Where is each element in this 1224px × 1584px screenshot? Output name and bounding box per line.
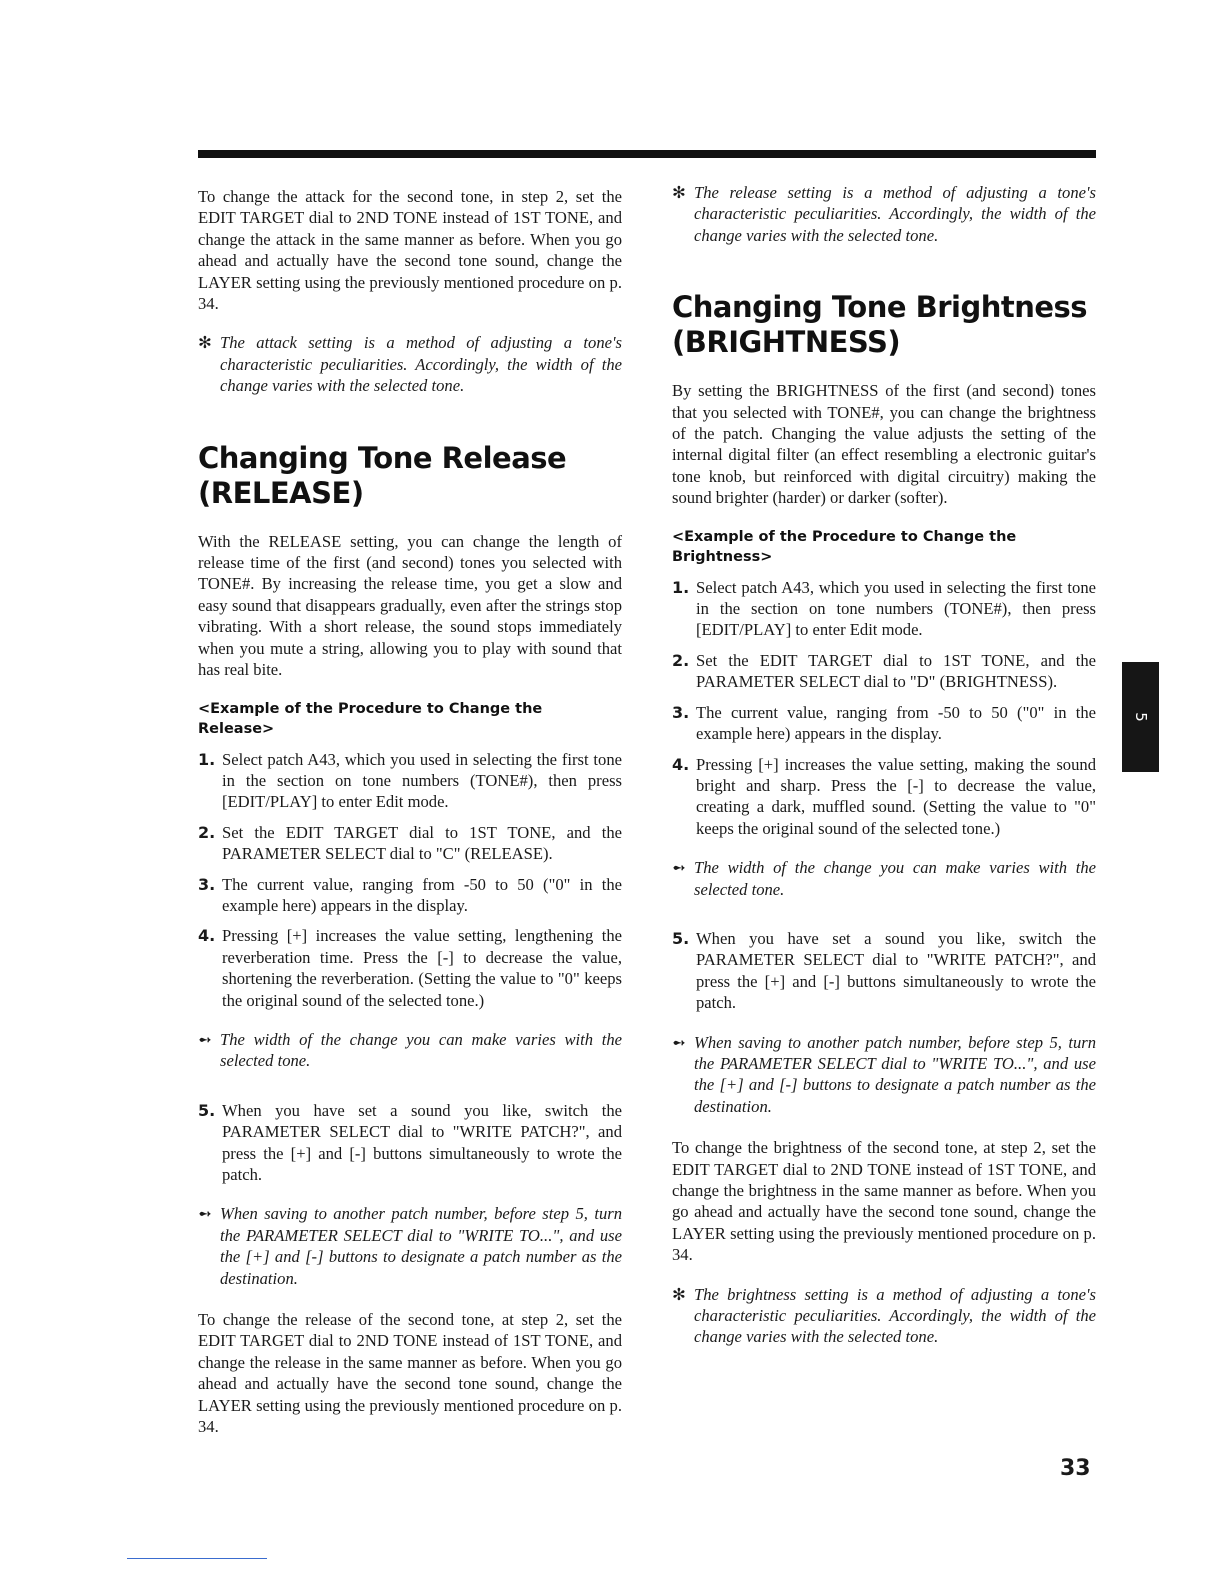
attack-note: [198, 332, 622, 396]
list-item: [672, 928, 1096, 1014]
step-number: 2.: [198, 822, 216, 842]
brightness-saving-note-text: When saving to another patch number, before step 5, turn the PARAMETER SELECT dial to "WRITE TO...", and use the [+] and [-] buttons to designate a patch number as the destination.: [694, 1032, 1096, 1116]
brightness-width-note-text: The width of the change you can make varies with the selected tone.: [694, 858, 1096, 899]
step-text: The current value, ranging from -50 to 50 ("0" in the example here) appears in the display.: [696, 702, 1096, 744]
step-text: Set the EDIT TARGET dial to 1ST TONE, and the PARAMETER SELECT dial to "C" (RELEASE).: [222, 822, 622, 864]
list-item: [198, 1100, 622, 1186]
attack-second-tone-paragraph: To change the attack for the second tone, in step 2, set the EDIT TARGET dial to 2ND TONE instead of 1ST TONE, and change the attack in the same manner as before. When you go ahead and actually have the second tone sound, change the LAYER setting using the previously mentioned procedure on p. 34.: [198, 187, 622, 314]
step-number: 4.: [672, 754, 690, 774]
release-heading: Changing Tone Release (RELEASE): [198, 440, 567, 510]
chapter-tab-label: 5: [1131, 712, 1150, 722]
list-item: [198, 822, 622, 865]
release-note: [672, 182, 1096, 246]
release-saving-note: [198, 1203, 622, 1289]
footer-line: [127, 1558, 267, 1559]
left-column: [198, 186, 622, 1451]
arrow-icon: ➻: [672, 1032, 686, 1052]
chapter-tab: [1122, 662, 1159, 772]
brightness-heading: Changing Tone Brightness (BRIGHTNESS): [672, 290, 1088, 360]
list-item: [198, 874, 622, 917]
release-width-note-text: The width of the change you can make varies with the selected tone.: [220, 1029, 622, 1071]
brightness-example-subheading: <Example of the Procedure to Change the Brightness>: [672, 528, 1017, 565]
step-number: 3.: [198, 874, 216, 894]
list-item: [198, 925, 622, 1011]
brightness-note: [672, 1284, 1096, 1348]
brightness-note-text: The brightness setting is a method of adjusting a tone's characteristic peculiarities. Accordingly, the width of the change varies with the selected tone.: [694, 1284, 1096, 1347]
step-number: 1.: [198, 749, 216, 769]
arrow-icon: ➻: [198, 1204, 212, 1224]
release-intro-paragraph: With the RELEASE setting, you can change the length of release time of the first (and second) tones you selected with TONE#. By increasing the release time, you get a slow and easy sound that disappears gradually, even after the strings stop vibrating. With a short release, the sound stops immediately when you mute a string, allowing you to play with sound that has real bite.: [198, 531, 622, 680]
arrow-icon: ➻: [672, 858, 686, 878]
step-text: The current value, ranging from -50 to 50 ("0" in the example here) appears in the display.: [222, 874, 622, 915]
list-item: [672, 650, 1096, 693]
brightness-second-tone-paragraph: To change the brightness of the second tone, at step 2, set the EDIT TARGET dial to 2ND TONE instead of 1ST TONE, and change the brightness in the same manner as before. When you go ahead and actually have the second tone sound, change the LAYER setting using the previously mentioned procedure on p. 34.: [672, 1138, 1096, 1265]
step-text: Select patch A43, which you used in selecting the first tone in the section on tone numbers (TONE#), then press [EDIT/PLAY] to enter Edit mode.: [222, 749, 622, 812]
arrow-icon: ➻: [198, 1029, 212, 1049]
step-number: 1.: [672, 577, 690, 597]
release-second-tone-paragraph: To change the release of the second tone, at step 2, set the EDIT TARGET dial to 2ND TONE instead of 1ST TONE, and change the release in the same manner as before. When you go ahead and actually have the second tone sound, change the LAYER setting using the previously mentioned procedure on p. 34.: [198, 1310, 622, 1437]
brightness-steps-list: [672, 577, 1096, 839]
step-text: Pressing [+] increases the value setting, lengthening the reverberation time. Press the [-] to decrease the value, shortening the reverberation. (Setting the value to "0" keeps the original sound of the selected tone.): [222, 926, 622, 1010]
step-number: 3.: [672, 702, 690, 722]
step-number: 2.: [672, 650, 690, 670]
step-text: Set the EDIT TARGET dial to 1ST TONE, and the PARAMETER SELECT dial to "D" (BRIGHTNESS).: [696, 650, 1096, 692]
release-steps-list: [198, 749, 622, 1011]
attack-note-text: The attack setting is a method of adjusting a tone's characteristic peculiarities. Accordingly, the width of the change varies with the selected tone.: [220, 333, 622, 396]
brightness-step5-list: [672, 928, 1096, 1014]
asterisk-icon: ✻: [672, 1284, 686, 1304]
brightness-saving-note: [672, 1032, 1096, 1118]
list-item: [672, 702, 1096, 745]
step-number: 5.: [672, 928, 690, 948]
release-note-text: The release setting is a method of adjusting a tone's characteristic peculiarities. Accordingly, the width of the change varies with the selected tone.: [694, 183, 1096, 245]
step-number: 4.: [198, 926, 216, 946]
brightness-width-note: [672, 857, 1096, 900]
list-item: [198, 749, 622, 813]
release-step5-list: [198, 1100, 622, 1186]
page-number: 33: [1060, 1456, 1091, 1481]
step-text: Pressing [+] increases the value setting, making the sound bright and sharp. Press the [-] to decrease the value, creating a dark, muffled sound. (Setting the value to "0" keeps the original sound of the selected tone.): [696, 754, 1096, 838]
top-rule: [198, 150, 1096, 158]
release-example-subheading: <Example of the Procedure to Change the Release>: [198, 700, 543, 737]
step-number: 5.: [198, 1100, 216, 1120]
step-text: Select patch A43, which you used in selecting the first tone in the section on tone numbers (TONE#), then press [EDIT/PLAY] to enter Edit mode.: [696, 577, 1096, 640]
asterisk-icon: ✻: [672, 183, 686, 202]
asterisk-icon: ✻: [198, 333, 212, 353]
step-text: When you have set a sound you like, switch the PARAMETER SELECT dial to "WRITE PATCH?", and press the [+] and [-] buttons simultaneously to wrote the patch.: [222, 1100, 622, 1184]
step-text: When you have set a sound you like, switch the PARAMETER SELECT dial to "WRITE PATCH?", and press the [+] and [-] buttons simultaneously to wrote the patch.: [696, 928, 1096, 1013]
list-item: [672, 577, 1096, 641]
brightness-intro-paragraph: By setting the BRIGHTNESS of the first (and second) tones that you selected with TONE#, you can change the brightness of the patch. Changing the value adjusts the setting of the internal digital filter (an effect resembling a electronic guitar's tone knob, but reinforced with digital circuitry) making the sound brighter (harder) or darker (softer).: [672, 381, 1096, 508]
release-width-note: [198, 1029, 622, 1072]
list-item: [672, 754, 1096, 840]
release-saving-note-text: When saving to another patch number, before step 5, turn the PARAMETER SELECT dial to "WRITE TO...", and use the [+] and [-] buttons to designate a patch number as the destination.: [220, 1204, 622, 1288]
right-column: [672, 182, 1096, 1364]
